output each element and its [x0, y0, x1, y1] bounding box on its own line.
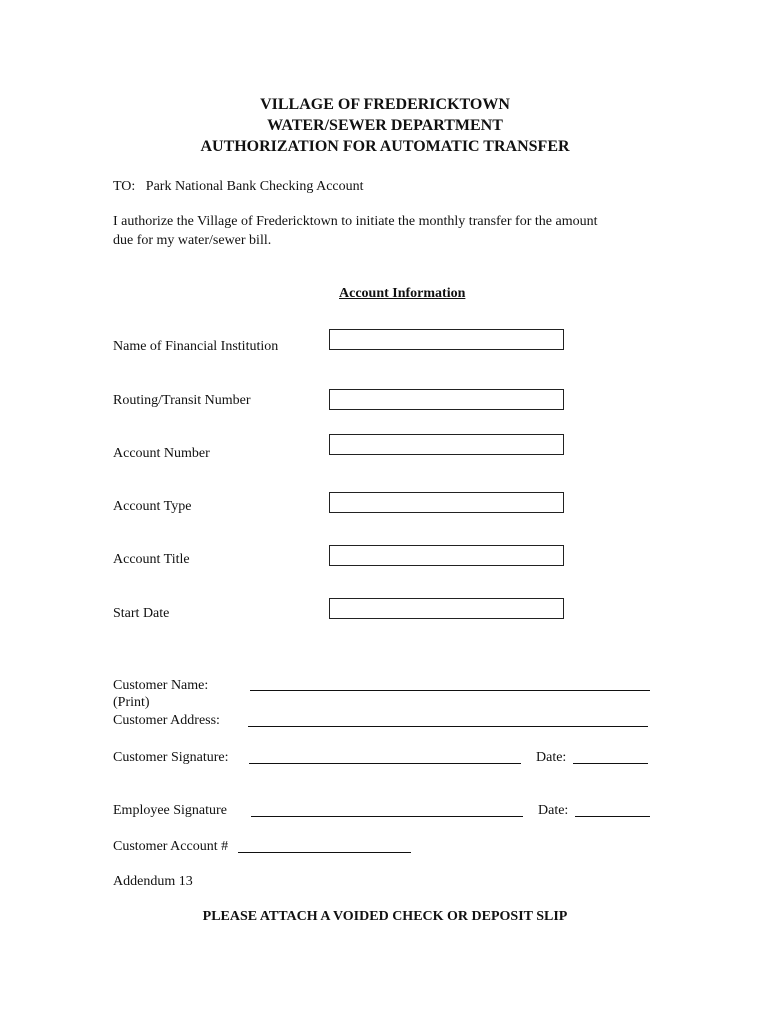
field-label-account-title: Account Title: [113, 552, 190, 567]
attach-check-notice: PLEASE ATTACH A VOIDED CHECK OR DEPOSIT SLIP: [202, 909, 568, 924]
employee-date-label: Date:: [538, 803, 569, 818]
customer-name-line[interactable]: [250, 690, 650, 691]
customer-date-label: Date:: [536, 750, 567, 765]
customer-address-label: Customer Address:: [113, 713, 220, 728]
form-title-line-3: AUTHORIZATION FOR AUTOMATIC TRANSFER: [200, 138, 570, 155]
addendum-label: Addendum 13: [113, 874, 193, 889]
employee-date-line[interactable]: [575, 816, 650, 817]
start-date-input[interactable]: [329, 598, 564, 619]
customer-name-label: Customer Name:: [113, 678, 209, 693]
employee-signature-label: Employee Signature: [113, 803, 227, 818]
account-information-heading: Account Information: [339, 286, 466, 301]
print-label: (Print): [113, 695, 150, 710]
customer-account-label: Customer Account #: [113, 839, 229, 854]
routing-number-input[interactable]: [329, 389, 564, 410]
field-label-account-number: Account Number: [113, 446, 210, 461]
field-label-start-date: Start Date: [113, 606, 170, 621]
customer-date-line[interactable]: [573, 763, 648, 764]
form-title-line-2: WATER/SEWER DEPARTMENT: [267, 117, 503, 134]
authorization-text-line-2: due for my water/sewer bill.: [113, 233, 272, 248]
account-title-input[interactable]: [329, 545, 564, 566]
field-label-routing-number: Routing/Transit Number: [113, 393, 251, 408]
financial-institution-input[interactable]: [329, 329, 564, 350]
customer-signature-line[interactable]: [249, 763, 521, 764]
customer-signature-label: Customer Signature:: [113, 750, 229, 765]
field-label-account-type: Account Type: [113, 499, 192, 514]
account-number-input[interactable]: [329, 434, 564, 455]
field-label-financial-institution: Name of Financial Institution: [113, 339, 279, 354]
account-type-input[interactable]: [329, 492, 564, 513]
authorization-text-line-1: I authorize the Village of Fredericktown to initiate the monthly transfer for the amount: [113, 214, 598, 229]
form-title-line-1: VILLAGE OF FREDERICKTOWN: [260, 96, 510, 113]
customer-address-line[interactable]: [248, 726, 648, 727]
to-line: TO: Park National Bank Checking Account: [113, 179, 364, 194]
employee-signature-line[interactable]: [251, 816, 523, 817]
customer-account-line[interactable]: [238, 852, 411, 853]
